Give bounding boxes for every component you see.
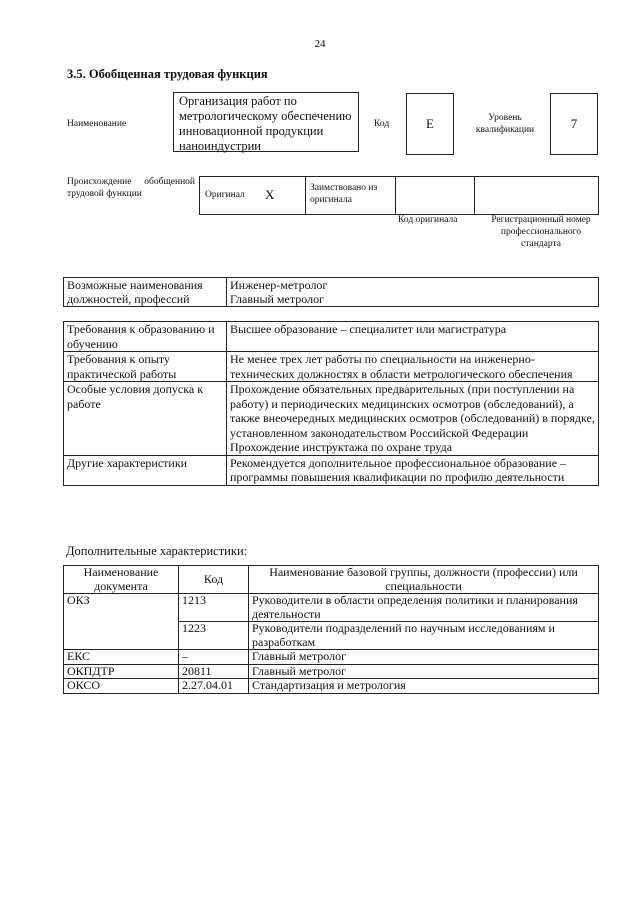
req-label: Другие характеристики — [64, 455, 227, 485]
reg-number-caption: Регистрационный номер профессионального стандарта — [491, 215, 591, 249]
requirements-table — [63, 321, 599, 486]
table-row — [64, 594, 599, 622]
positions-table — [63, 277, 599, 307]
level-label: Уровень квалификации — [475, 113, 535, 135]
req-label: Требования к опыту практической работы — [64, 352, 227, 382]
code-cell: 1213 — [179, 594, 249, 622]
req-value: Прохождение инструктажа по охране труда — [230, 440, 453, 454]
req-label: Требования к образованию и обучению — [64, 322, 227, 352]
name-cell: Руководители подразделений по научным исследованиям и разработкам — [249, 622, 599, 650]
name-value: Организация работ по метрологическому обеспечению инновационной продукции наноиндустрии — [173, 92, 359, 152]
divider — [598, 177, 599, 214]
name-cell: Стандартизация и метрология — [249, 679, 599, 694]
col-header: Наименование документа — [64, 566, 179, 594]
divider — [474, 177, 475, 214]
req-value: Прохождение обязательных предварительных (при поступлении на работу) и периодических медицинских осмотров (обследований), а также внеочередных медицинских осмотров (обследований) в порядке, установленном законодательством Российской Федерации — [230, 382, 595, 440]
divider — [395, 177, 396, 214]
divider — [199, 177, 200, 214]
additional-table — [63, 565, 599, 694]
name-cell: Руководители в области определения политики и планирования деятельности — [249, 594, 599, 622]
doc-cell: ОКСО — [64, 679, 179, 694]
position-item: Инженер-метролог — [230, 278, 328, 292]
section-title: 3.5. Обобщенная трудовая функция — [67, 67, 268, 81]
code-cell: 20811 — [179, 664, 249, 679]
name-cell: Главный метролог — [249, 664, 599, 679]
code-cell: – — [179, 650, 249, 665]
table-row — [64, 650, 599, 665]
req-label: Особые условия допуска к работе — [64, 382, 227, 456]
req-value: Высшее образование – специалитет или магистратура — [227, 322, 599, 352]
doc-cell: ЕКС — [64, 650, 179, 665]
doc-cell: ОКПДТР — [64, 664, 179, 679]
name-cell: Главный метролог — [249, 650, 599, 665]
col-header: Код — [179, 566, 249, 594]
additional-title: Дополнительные характеристики: — [66, 544, 248, 558]
positions-values — [227, 278, 599, 307]
original-mark: X — [265, 187, 275, 202]
col-header: Наименование базовой группы, должности (профессии) или специальности — [249, 566, 599, 594]
origin-row — [199, 176, 599, 215]
original-label: Оригинал — [205, 190, 245, 200]
level-value: 7 — [550, 93, 598, 155]
table-row — [64, 664, 599, 679]
position-item: Главный метролог — [230, 292, 324, 306]
positions-label: Возможные наименования должностей, профессий — [64, 278, 227, 307]
divider — [305, 177, 306, 214]
origin-label: Происхождение обобщенной трудовой функции — [67, 177, 195, 199]
code-label: Код — [374, 119, 390, 129]
req-value: Не менее трех лет работы по специальности на инженерно-технических должностях в области метрологического обеспечения — [227, 352, 599, 382]
code-cell: 2.27.04.01 — [179, 679, 249, 694]
page-number: 24 — [314, 38, 326, 50]
borrowed-label: Заимствовано из оригинала — [310, 183, 378, 205]
req-value-cell — [227, 382, 599, 456]
table-row — [64, 679, 599, 694]
req-value: Рекомендуется дополнительное профессиональное образование – программы повышения квалификации по профилю деятельности — [227, 455, 599, 485]
name-label: Наименование — [67, 119, 127, 129]
code-value: E — [406, 93, 454, 155]
code-original-caption: Код оригинала — [398, 215, 458, 225]
doc-cell: ОКЗ — [64, 594, 179, 650]
code-cell: 1223 — [179, 622, 249, 650]
